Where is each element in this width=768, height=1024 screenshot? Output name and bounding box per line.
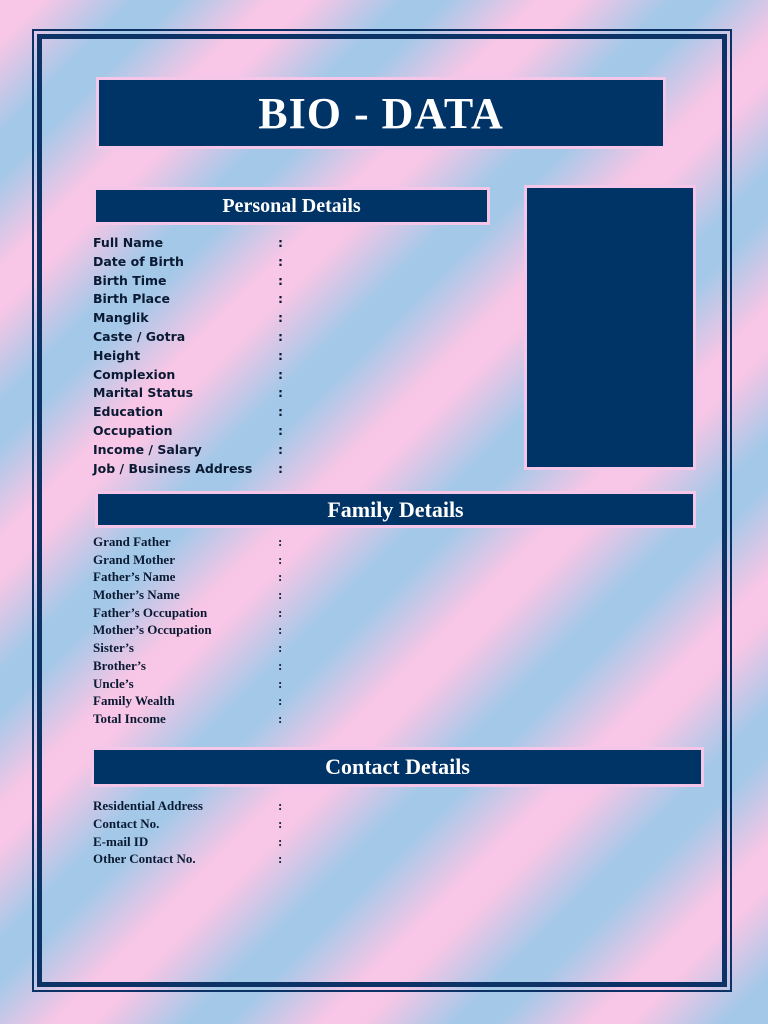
field-separator: : bbox=[278, 851, 283, 867]
field-row bbox=[93, 234, 283, 253]
field-label: Family Wealth bbox=[93, 693, 175, 709]
field-separator: : bbox=[278, 693, 283, 709]
field-row bbox=[93, 253, 283, 272]
field-row bbox=[93, 675, 283, 693]
field-row bbox=[93, 604, 283, 622]
field-separator: : bbox=[278, 366, 283, 382]
field-label: Mother’s Name bbox=[93, 587, 180, 603]
field-row bbox=[93, 328, 283, 347]
field-label: Contact No. bbox=[93, 815, 160, 831]
field-row bbox=[93, 441, 283, 460]
field-label: Full Name bbox=[93, 235, 164, 250]
field-separator: : bbox=[278, 675, 283, 691]
field-separator: : bbox=[278, 347, 283, 363]
field-separator: : bbox=[278, 640, 283, 656]
field-row bbox=[93, 710, 283, 728]
field-label: Caste / Gotra bbox=[93, 328, 186, 344]
photo-placeholder bbox=[524, 185, 696, 470]
field-label: Height bbox=[93, 347, 141, 363]
contact-details-heading: Contact Details bbox=[325, 754, 470, 779]
field-separator: : bbox=[278, 587, 283, 603]
field-row bbox=[93, 460, 283, 479]
field-separator: : bbox=[278, 657, 283, 673]
page-title: BIO - DATA bbox=[258, 88, 504, 138]
personal-details-header bbox=[93, 187, 490, 225]
field-label: Date of Birth bbox=[93, 253, 184, 269]
field-row bbox=[93, 815, 283, 833]
field-row bbox=[93, 797, 283, 815]
field-row bbox=[93, 568, 283, 586]
field-separator: : bbox=[278, 441, 283, 457]
field-separator: : bbox=[278, 422, 283, 438]
field-separator: : bbox=[278, 253, 283, 269]
field-label: Total Income bbox=[93, 710, 166, 726]
field-separator: : bbox=[278, 604, 283, 620]
field-separator: : bbox=[278, 291, 283, 307]
field-separator: : bbox=[278, 710, 283, 726]
field-label: Income / Salary bbox=[93, 441, 202, 457]
field-row bbox=[93, 692, 283, 710]
field-label: Complexion bbox=[93, 366, 176, 382]
field-row bbox=[93, 551, 283, 569]
field-label: Grand Father bbox=[93, 534, 171, 549]
field-separator: : bbox=[278, 534, 283, 549]
field-label: Education bbox=[93, 404, 163, 420]
field-separator: : bbox=[278, 404, 283, 420]
field-label: Other Contact No. bbox=[93, 851, 196, 867]
field-row bbox=[93, 833, 283, 851]
field-label: Father’s Occupation bbox=[93, 604, 208, 620]
field-label: Birth Place bbox=[93, 291, 170, 307]
field-label: Grand Mother bbox=[93, 551, 175, 567]
field-label: Mother’s Occupation bbox=[93, 622, 212, 638]
field-row bbox=[93, 272, 283, 291]
contact-details-header bbox=[91, 747, 704, 787]
field-row bbox=[93, 422, 283, 441]
field-label: Job / Business Address bbox=[93, 460, 253, 476]
field-separator: : bbox=[278, 235, 283, 250]
field-separator: : bbox=[278, 569, 283, 585]
field-label: Uncle’s bbox=[93, 675, 134, 691]
family-details-heading: Family Details bbox=[327, 496, 464, 522]
field-row bbox=[93, 621, 283, 639]
field-separator: : bbox=[278, 385, 283, 401]
field-row bbox=[93, 533, 283, 551]
field-label: Residential Address bbox=[93, 798, 203, 813]
field-row bbox=[93, 403, 283, 422]
field-label: Marital Status bbox=[93, 385, 194, 401]
field-separator: : bbox=[278, 833, 283, 849]
field-separator: : bbox=[278, 798, 283, 813]
field-separator: : bbox=[278, 460, 283, 476]
field-label: Sister’s bbox=[93, 640, 134, 656]
field-separator: : bbox=[278, 328, 283, 344]
field-separator: : bbox=[278, 551, 283, 567]
personal-details-list bbox=[93, 234, 283, 478]
field-row bbox=[93, 384, 283, 403]
field-row bbox=[93, 366, 283, 385]
title-banner bbox=[96, 77, 666, 149]
field-label: E-mail ID bbox=[93, 833, 149, 849]
field-label: Manglik bbox=[93, 310, 149, 326]
field-row bbox=[93, 586, 283, 604]
field-label: Brother’s bbox=[93, 657, 146, 673]
contact-details-list bbox=[93, 797, 283, 868]
field-label: Occupation bbox=[93, 422, 173, 438]
field-row bbox=[93, 309, 283, 328]
family-details-list bbox=[93, 533, 283, 728]
field-separator: : bbox=[278, 272, 283, 288]
field-label: Father’s Name bbox=[93, 569, 176, 585]
personal-details-heading: Personal Details bbox=[222, 194, 361, 217]
field-row bbox=[93, 850, 283, 868]
field-separator: : bbox=[278, 815, 283, 831]
field-row bbox=[93, 290, 283, 309]
field-row bbox=[93, 639, 283, 657]
field-separator: : bbox=[278, 310, 283, 326]
field-row bbox=[93, 347, 283, 366]
field-label: Birth Time bbox=[93, 272, 167, 288]
field-separator: : bbox=[278, 622, 283, 638]
field-row bbox=[93, 657, 283, 675]
family-details-header bbox=[95, 491, 696, 528]
